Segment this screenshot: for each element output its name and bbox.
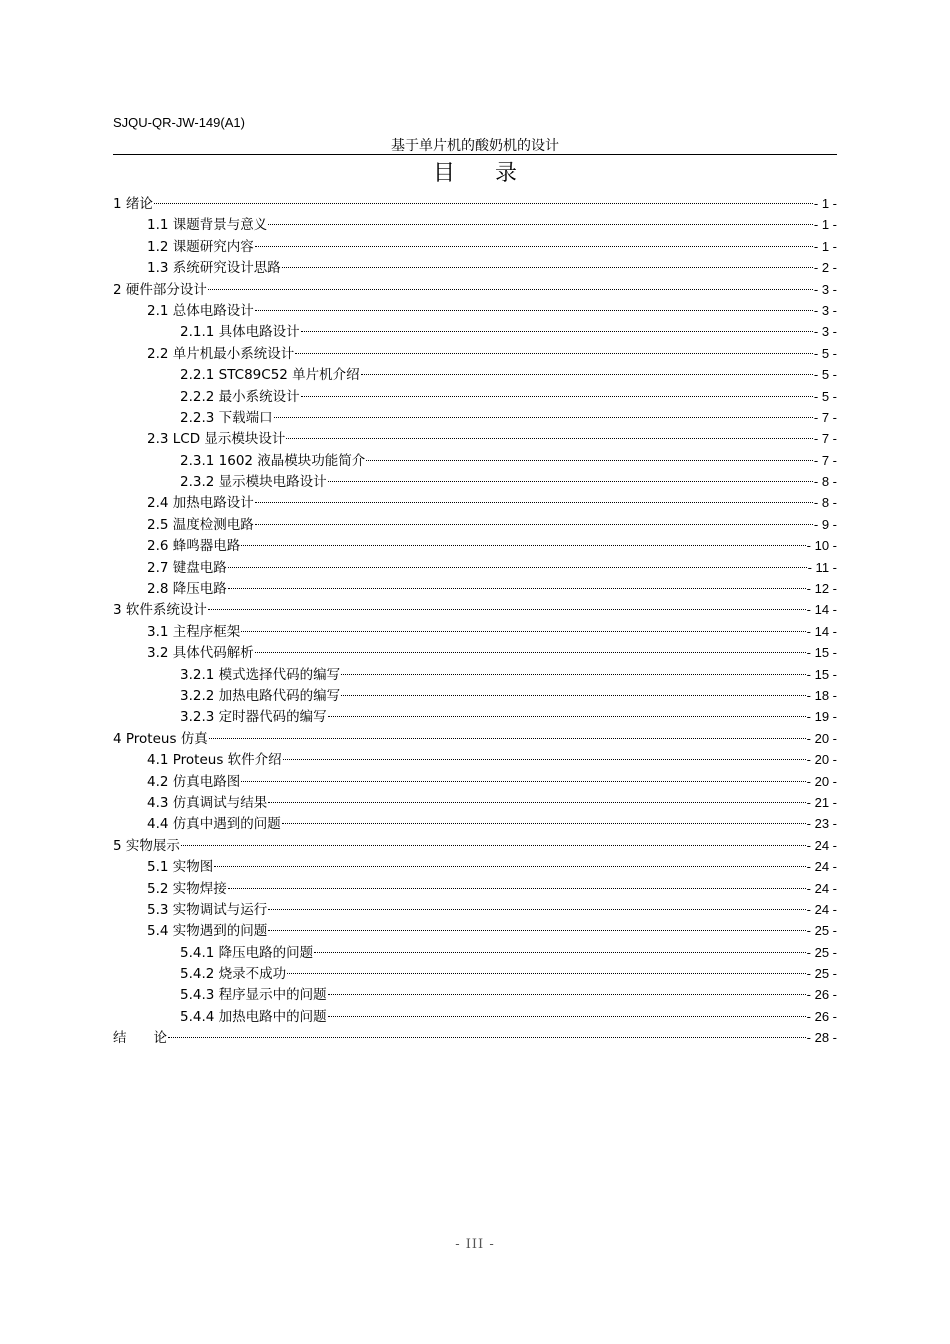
toc-entry-page: - 3 - (813, 302, 837, 318)
toc-entry[interactable] (113, 963, 837, 984)
dot-leader (282, 823, 806, 824)
toc-entry[interactable] (113, 599, 837, 620)
toc-entry-page: - 7 - (813, 409, 837, 425)
dot-leader (283, 759, 806, 760)
toc-entry-page: - 20 - (806, 773, 837, 789)
toc-entry[interactable] (113, 856, 837, 877)
dot-leader (328, 716, 806, 717)
toc-entry-page: - 25 - (806, 966, 837, 982)
toc-entry[interactable] (113, 321, 837, 342)
dot-leader (301, 396, 813, 397)
dot-leader (286, 438, 812, 439)
toc-entry-title: 4.4 仿真中遇到的问题 (147, 816, 281, 833)
toc-entry[interactable] (113, 300, 837, 321)
toc-entry[interactable] (113, 920, 837, 941)
toc-entry-page: - 24 - (806, 901, 837, 917)
dot-leader (268, 224, 813, 225)
toc-entry-page: - 1 - (813, 238, 837, 254)
toc-entry-title: 5.4.2 烧录不成功 (180, 966, 287, 983)
toc-entry-title: 2.8 降压电路 (147, 581, 227, 598)
toc-entry-title: 1 绪论 (113, 196, 153, 212)
document-code: SJQU-QR-JW-149(A1) (113, 115, 245, 130)
dot-leader (366, 460, 813, 461)
dot-leader (268, 909, 805, 910)
toc-entry[interactable] (113, 279, 837, 300)
dot-leader (255, 502, 813, 503)
toc-entry-title: 2.1 总体电路设计 (147, 302, 254, 319)
toc-entry-title: 1.3 系统研究设计思路 (147, 260, 281, 277)
toc-entry-title: 5.4.3 程序显示中的问题 (180, 987, 327, 1004)
toc-entry-page: - 18 - (806, 687, 837, 703)
toc-entry-title: 2.2 单片机最小系统设计 (147, 345, 295, 362)
toc-entry-title: 2 硬件部分设计 (113, 281, 207, 298)
toc-entry-page: - 3 - (813, 281, 837, 297)
toc-entry-title: 2.2.2 最小系统设计 (180, 388, 300, 405)
toc-entry-title: 3 软件系统设计 (113, 602, 207, 619)
toc-entry-page: - 15 - (806, 666, 837, 682)
toc-entry-page: - 14 - (806, 602, 837, 618)
toc-entry-title: 2.2.1 STC89C52 单片机介绍 (180, 367, 360, 384)
toc-entry[interactable] (113, 835, 837, 856)
toc-entry-title: 5.4.1 降压电路的问题 (180, 944, 314, 961)
toc-entry-page: - 20 - (806, 752, 837, 768)
toc-entry-page: - 7 - (813, 431, 837, 447)
toc-entry[interactable] (113, 535, 837, 556)
toc-entry-title: 4.1 Proteus 软件介绍 (147, 752, 282, 769)
toc-entry-title: 5 实物展示 (113, 837, 180, 854)
toc-entry-title: 4.3 仿真调试与结果 (147, 794, 268, 811)
toc-entry[interactable] (113, 728, 837, 749)
dot-leader (181, 845, 806, 846)
toc-entry-title: 1.1 课题背景与意义 (147, 217, 268, 234)
toc-heading: 目录 (432, 161, 557, 186)
toc-entry-page: - 7 - (813, 452, 837, 468)
toc-entry-page: - 9 - (813, 516, 837, 532)
dot-leader (255, 524, 813, 525)
toc-entry-page: - 8 - (813, 495, 837, 511)
dot-leader (328, 481, 813, 482)
toc-entry-title: 3.2.1 模式选择代码的编写 (180, 666, 341, 683)
toc-entry-title: 4 Proteus 仿真 (113, 730, 208, 747)
page-number: - III - (455, 1237, 495, 1252)
toc-entry[interactable] (113, 343, 837, 364)
toc-entry[interactable] (113, 664, 837, 685)
toc-entry-page: - 10 - (806, 538, 837, 554)
toc-entry-page: - 19 - (806, 709, 837, 725)
toc-entry[interactable] (113, 813, 837, 834)
toc-entry-title: 2.6 蜂鸣器电路 (147, 538, 241, 555)
dot-leader (255, 652, 806, 653)
dot-leader (282, 267, 813, 268)
toc-entry-page: - 20 - (806, 730, 837, 746)
toc-entry-page: - 5 - (813, 388, 837, 404)
toc-entry[interactable] (113, 984, 837, 1005)
toc-entry[interactable] (113, 1006, 837, 1027)
toc-entry-page: - 8 - (813, 474, 837, 490)
toc-entry[interactable] (113, 193, 837, 214)
toc-entry-page: - 23 - (806, 816, 837, 832)
toc-entry[interactable] (113, 428, 837, 449)
toc-entry[interactable] (113, 899, 837, 920)
toc-entry-page: - 26 - (806, 1008, 837, 1024)
toc-entry-title: 2.3.2 显示模块电路设计 (180, 474, 327, 491)
dot-leader (295, 353, 813, 354)
toc-entry[interactable] (113, 386, 837, 407)
toc-entry[interactable] (113, 771, 837, 792)
toc-entry-title: 3.2.2 加热电路代码的编写 (180, 687, 341, 704)
toc-entry-page: - 12 - (806, 581, 837, 597)
toc-entry-page: - 28 - (806, 1030, 837, 1046)
toc-entry-title: 2.4 加热电路设计 (147, 495, 254, 512)
toc-entry-page: - 5 - (813, 367, 837, 383)
toc-entry[interactable] (113, 1027, 837, 1048)
toc-entry-title: 1.2 课题研究内容 (147, 238, 254, 255)
toc-entry-title: 5.2 实物焊接 (147, 880, 227, 897)
dot-leader (228, 567, 807, 568)
toc-entry-title: 5.4.4 加热电路中的问题 (180, 1008, 327, 1025)
toc-entry-page: - 25 - (806, 944, 837, 960)
toc-entry-page: - 25 - (806, 923, 837, 939)
toc-entry-page: - 14 - (806, 623, 837, 639)
toc-entry-title: 2.7 键盘电路 (147, 559, 227, 576)
dot-leader (168, 1037, 806, 1038)
running-header-title: 基于单片机的酸奶机的设计 (391, 138, 559, 154)
toc-entry[interactable] (113, 792, 837, 813)
toc-entry-title: 结 论 (113, 1030, 167, 1047)
dot-leader (208, 289, 813, 290)
toc-entry[interactable] (113, 450, 837, 471)
toc-entry[interactable] (113, 407, 837, 428)
toc-entry-title: 4.2 仿真电路图 (147, 773, 241, 790)
toc-entry-page: - 21 - (806, 794, 837, 810)
toc-entry-title: 3.2.3 定时器代码的编写 (180, 709, 327, 726)
toc-entry-title: 5.4 实物遇到的问题 (147, 923, 268, 940)
toc-entry-page: - 1 - (813, 196, 837, 211)
toc-entry-page: - 11 - (807, 559, 837, 575)
dot-leader (341, 695, 806, 696)
toc-entry-page: - 1 - (813, 217, 837, 233)
toc-entry-title: 2.2.3 下载端口 (180, 409, 273, 426)
toc-entry-title: 3.2 具体代码解析 (147, 645, 254, 662)
dot-leader (208, 609, 806, 610)
toc-entry[interactable] (113, 706, 837, 727)
toc-entry-title: 5.3 实物调试与运行 (147, 901, 268, 918)
dot-leader (341, 674, 806, 675)
dot-leader (361, 374, 813, 375)
dot-leader (255, 310, 813, 311)
toc-entry[interactable] (113, 642, 837, 663)
toc-entry-page: - 24 - (806, 837, 837, 853)
toc-entry-title: 2.3 LCD 显示模块设计 (147, 431, 286, 448)
header-divider (113, 154, 837, 155)
toc-entry[interactable] (113, 557, 837, 578)
toc-entry[interactable] (113, 942, 837, 963)
toc-entry[interactable] (113, 685, 837, 706)
dot-leader (241, 781, 805, 782)
dot-leader (209, 738, 806, 739)
toc-entry-title: 2.5 温度检测电路 (147, 516, 254, 533)
toc-entry[interactable] (113, 471, 837, 492)
dot-leader (301, 331, 813, 332)
dot-leader (328, 994, 806, 995)
dot-leader (274, 417, 813, 418)
toc-entry-title: 2.1.1 具体电路设计 (180, 324, 300, 341)
toc-entry[interactable] (113, 878, 837, 899)
dot-leader (268, 802, 805, 803)
toc-entry-page: - 2 - (813, 260, 837, 276)
dot-leader (241, 631, 805, 632)
toc-entry-page: - 24 - (806, 859, 837, 875)
dot-leader (287, 973, 806, 974)
toc-entry[interactable] (113, 492, 837, 513)
dot-leader (268, 930, 805, 931)
toc-entry-page: - 15 - (806, 645, 837, 661)
toc-entry[interactable] (113, 236, 837, 257)
toc-entry[interactable] (113, 749, 837, 770)
toc-entry[interactable] (113, 578, 837, 599)
dot-leader (228, 888, 806, 889)
toc-entry-title: 3.1 主程序框架 (147, 623, 241, 640)
dot-leader (255, 246, 813, 247)
toc-entry[interactable] (113, 257, 837, 278)
toc-entry-page: - 26 - (806, 987, 837, 1003)
dot-leader (314, 952, 806, 953)
toc-entry-title: 5.1 实物图 (147, 859, 214, 876)
dot-leader (214, 866, 805, 867)
toc-entry[interactable] (113, 364, 837, 385)
toc-entry[interactable] (113, 214, 837, 235)
toc-entry-title: 2.3.1 1602 液晶模块功能简介 (180, 452, 366, 469)
table-of-contents (113, 193, 837, 1049)
toc-entry-page: - 5 - (813, 345, 837, 361)
dot-leader (228, 588, 806, 589)
dot-leader (154, 203, 813, 204)
toc-entry[interactable] (113, 621, 837, 642)
toc-entry-page: - 3 - (813, 324, 837, 340)
toc-entry[interactable] (113, 514, 837, 535)
dot-leader (241, 545, 805, 546)
dot-leader (328, 1016, 806, 1017)
toc-entry-page: - 24 - (806, 880, 837, 896)
